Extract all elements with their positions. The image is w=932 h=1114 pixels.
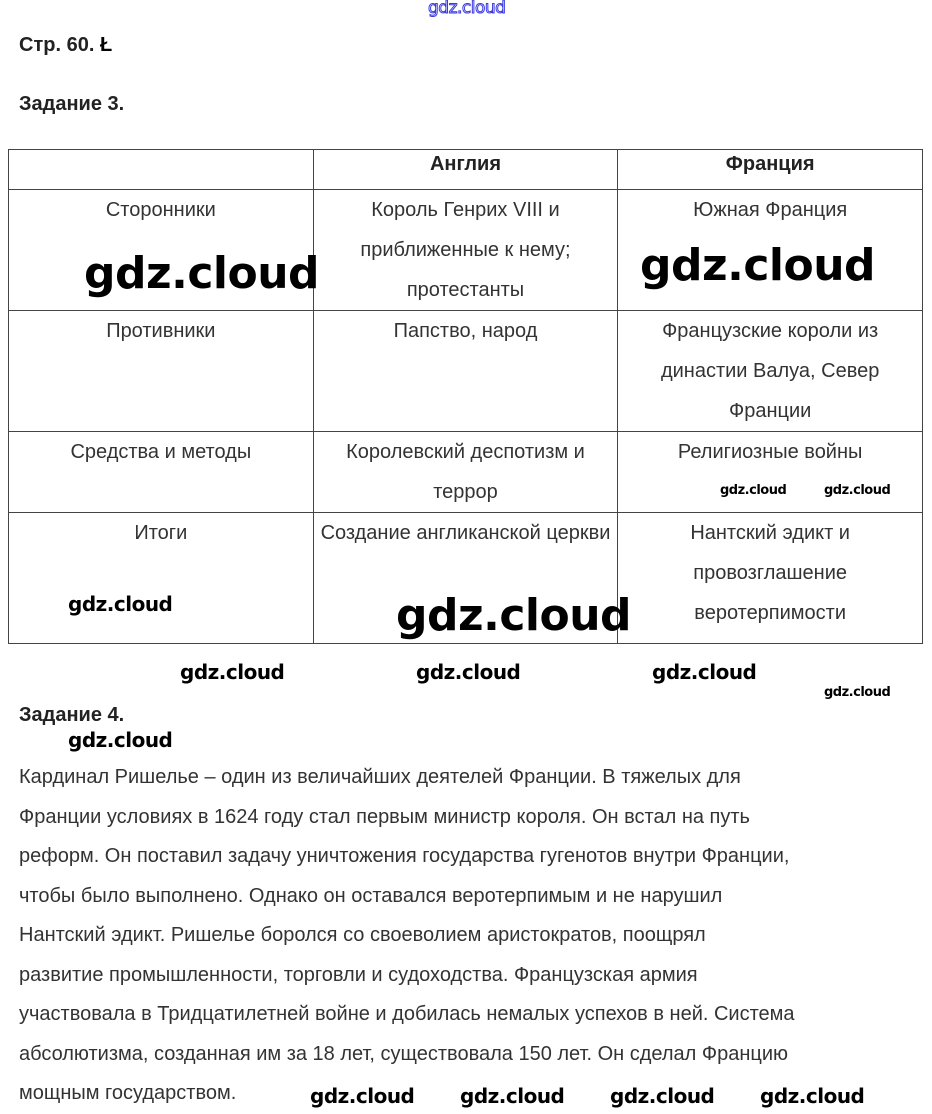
watermark: gdz.cloud bbox=[760, 1084, 865, 1108]
watermark: gdz.cloud bbox=[396, 590, 632, 641]
paragraph-line: реформ. Он поставил задачу уничтожения государства гугенотов внутри Франции, bbox=[19, 845, 790, 867]
paragraph-line: участвовала в Тридцатилетней войне и добилась немалых успехов в ней. Система bbox=[19, 1003, 795, 1025]
watermark: gdz.cloud bbox=[68, 728, 173, 752]
table-header-row bbox=[9, 150, 923, 190]
table-cell: Средства и методы bbox=[9, 432, 314, 513]
task3-title: Задание 3. bbox=[19, 93, 125, 115]
table-cell: Создание англиканской церкви bbox=[313, 513, 618, 644]
table-cell: Королевский деспотизм и террор bbox=[313, 432, 618, 513]
paragraph-line: развитие промышленности, торговли и судоходства. Французская армия bbox=[19, 963, 698, 986]
watermark: gdz.cloud bbox=[460, 1084, 565, 1108]
table-cell: Религиозные войны bbox=[618, 432, 923, 513]
paragraph-line: Кардинал Ришелье – один из величайших деятелей Франции. В тяжелых для bbox=[19, 766, 741, 788]
table-cell: Французские короли из династии Валуа, Север Франции bbox=[618, 311, 923, 432]
header-cell: Англия bbox=[313, 150, 618, 190]
header-cell: Франция bbox=[618, 150, 923, 190]
comparison-table bbox=[8, 149, 923, 644]
paragraph-line: мощным государством. bbox=[19, 1082, 237, 1104]
watermark: gdz.cloud bbox=[824, 483, 891, 498]
table-cell: Папство, народ bbox=[313, 311, 618, 432]
table-cell: Противники bbox=[9, 311, 314, 432]
header-cell bbox=[9, 150, 314, 190]
watermark: gdz.cloud bbox=[180, 660, 285, 684]
table-cell: Итоги bbox=[9, 513, 314, 644]
table-row bbox=[9, 311, 923, 432]
watermark: gdz.cloud bbox=[720, 483, 787, 498]
paragraph-line: чтобы было выполнено. Однако он оставался веротерпимым и не нарушил bbox=[19, 884, 723, 907]
paragraph-line: Франции условиях в 1624 году стал первым министр короля. Он встал на путь bbox=[19, 805, 750, 828]
watermark: gdz.cloud bbox=[652, 660, 757, 684]
watermark: gdz.cloud bbox=[428, 0, 506, 18]
watermark: gdz.cloud bbox=[68, 592, 173, 616]
watermark: gdz.cloud bbox=[610, 1084, 715, 1108]
watermark: gdz.cloud bbox=[84, 248, 320, 299]
page-ref-text: Стр. 60. bbox=[19, 34, 100, 56]
table-row bbox=[9, 432, 923, 513]
task4-title: Задание 4. bbox=[19, 704, 125, 726]
page-ref-mark: Ł bbox=[99, 34, 113, 56]
page-reference bbox=[19, 34, 112, 57]
watermark: gdz.cloud bbox=[416, 660, 521, 684]
watermark: gdz.cloud bbox=[824, 685, 891, 700]
table-cell: Нантский эдикт и провозглашение веротерпимости bbox=[618, 513, 923, 644]
watermark: gdz.cloud bbox=[310, 1084, 415, 1108]
table-cell: Сторонники bbox=[9, 190, 314, 311]
table-cell: Король Генрих VIII и приближенные к нему; протестанты bbox=[313, 190, 618, 311]
paragraph-line: Нантский эдикт. Ришелье боролся со своеволием аристократов, поощрял bbox=[19, 924, 706, 946]
table-cell: Южная Франция bbox=[618, 190, 923, 311]
watermark: gdz.cloud bbox=[640, 240, 876, 291]
task4-paragraph bbox=[19, 758, 795, 1114]
paragraph-line: абсолютизма, созданная им за 18 лет, существовала 150 лет. Он сделал Францию bbox=[19, 1042, 788, 1065]
